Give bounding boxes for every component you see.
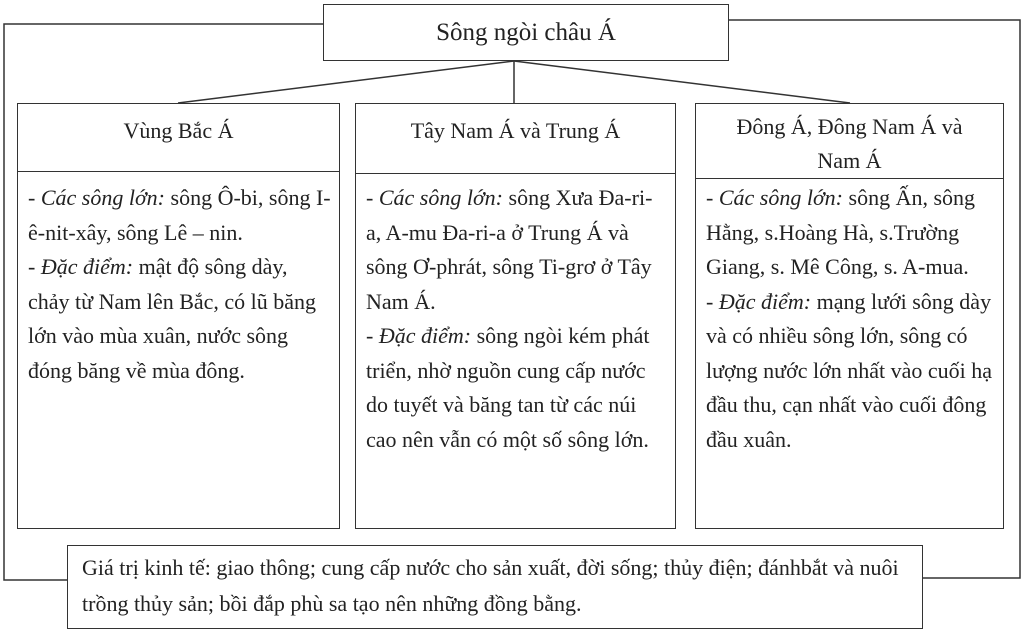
title-box bbox=[323, 4, 729, 61]
column-divider bbox=[356, 173, 675, 174]
rivers-label: - Các sông lớn: bbox=[28, 185, 166, 210]
column-divider bbox=[18, 171, 339, 172]
column-bac-a bbox=[17, 103, 340, 529]
column-divider bbox=[696, 178, 1003, 179]
features-text: mật độ sông dày, chảy từ Nam lên Bắc, có lũ băng lớn vào mùa xuân, nước sông đóng băng về mùa đông. bbox=[28, 254, 317, 383]
features-paragraph bbox=[706, 285, 995, 458]
features-label: - Đặc điểm: bbox=[28, 254, 134, 279]
column-body bbox=[366, 181, 667, 457]
rivers-paragraph bbox=[706, 181, 995, 285]
rivers-text: sông Ấn, sông Hằng, s.Hoàng Hà, s.Trường Giang, s. Mê Công, s. A-mua. bbox=[706, 185, 976, 279]
column-tay-nam-a-trung-a bbox=[355, 103, 676, 529]
features-label: - Đặc điểm: bbox=[366, 323, 472, 348]
rivers-paragraph bbox=[366, 181, 667, 319]
features-text: sông ngòi kém phát triển, nhờ nguồn cung cấp nước do tuyết và băng tan từ các núi cao nên vẫn có một số sông lớn. bbox=[366, 323, 650, 452]
column-dong-a-dong-nam-a-nam-a bbox=[695, 103, 1004, 529]
rivers-label: - Các sông lớn: bbox=[706, 185, 844, 210]
rivers-text: sông Xưa Đa-ri-a, A-mu Đa-ri-a ở Trung Á và sông Ơ-phrát, sông Ti-grơ ở Tây Nam Á. bbox=[366, 185, 653, 314]
economic-value-text: Giá trị kinh tế: giao thông; cung cấp nước cho sản xuất, đời sống; thủy điện; đánhbắt và nuôi trồng thủy sản; bồi đắp phù sa tạo nên những đồng bằng. bbox=[82, 555, 899, 616]
features-paragraph bbox=[28, 250, 331, 388]
column-body bbox=[28, 181, 331, 388]
column-heading: Đông Á, Đông Nam Á và Nam Á bbox=[736, 114, 963, 173]
diagram-title: Sông ngòi châu Á bbox=[436, 18, 616, 46]
column-heading: Vùng Bắc Á bbox=[123, 118, 234, 143]
features-label: - Đặc điểm: bbox=[706, 288, 812, 314]
column-heading: Tây Nam Á và Trung Á bbox=[410, 118, 621, 143]
branch-left bbox=[178, 61, 514, 103]
column-body bbox=[706, 181, 995, 457]
rivers-paragraph bbox=[28, 181, 331, 250]
rivers-label: - Các sông lớn: bbox=[366, 185, 504, 210]
economic-value-box bbox=[67, 545, 923, 629]
features-text: mạng lưới sông dày và có nhiều sông lớn, sông có lượng nước lớn nhất vào cuối hạ đầu thu, cạn nhất vào cuối đông đầu xuân. bbox=[706, 288, 993, 452]
features-paragraph bbox=[366, 319, 667, 457]
branch-right bbox=[514, 61, 850, 103]
rivers-text: sông Ô-bi, sông I-ê-nit-xây, sông Lê – nin. bbox=[28, 185, 331, 245]
